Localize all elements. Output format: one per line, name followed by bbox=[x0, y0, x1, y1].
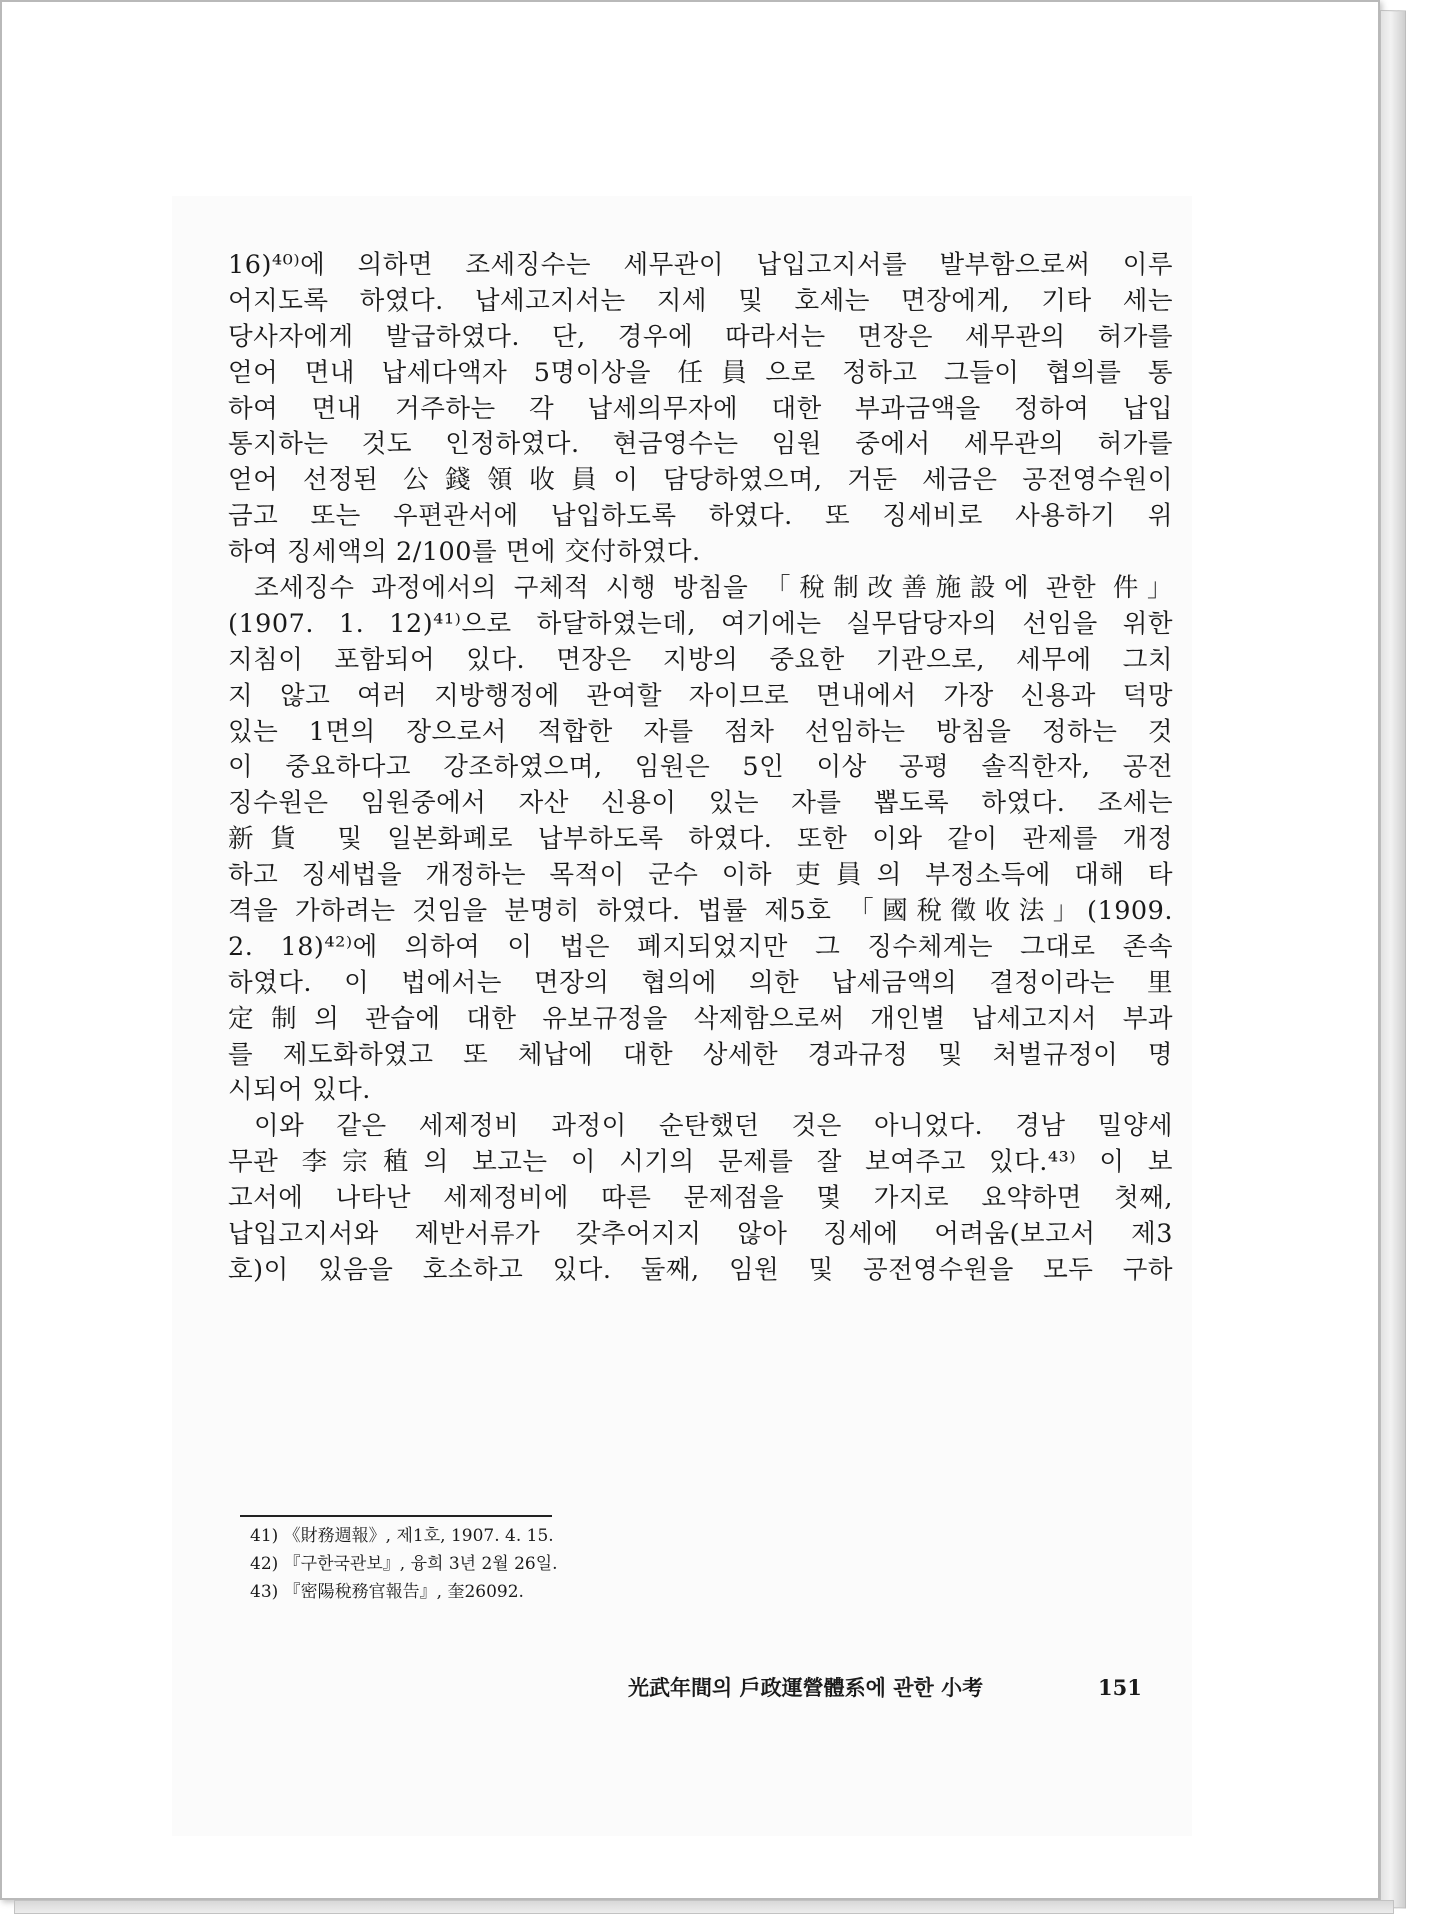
text-line: 얻어 면내 납세다액자 5명이상을 任員으로 정하고 그들이 협의를 통 bbox=[228, 357, 1173, 388]
text-line: 하여 면내 거주하는 각 납세의무자에 대한 부과금액을 정하여 납입 bbox=[228, 393, 1173, 424]
footnote: 41) 《財務週報》, 제1호, 1907. 4. 15. bbox=[250, 1526, 554, 1546]
text-line: 당사자에게 발급하였다. 단, 경우에 따라서는 면장은 세무관의 허가를 bbox=[228, 321, 1173, 352]
text-line: 통지하는 것도 인정하였다. 현금영수는 임원 중에서 세무관의 허가를 bbox=[228, 429, 1173, 460]
text-line: 징수원은 임원중에서 자산 신용이 있는 자를 뽑도록 하였다. 조세는 bbox=[228, 788, 1173, 819]
body-text bbox=[228, 248, 1173, 1289]
text-line: 이 중요하다고 강조하였으며, 임원은 5인 이상 공평 솔직한자, 공전 bbox=[228, 752, 1173, 783]
footnote: 42) 『구한국관보』, 융희 3년 2월 26일. bbox=[250, 1554, 558, 1574]
text-line: 定制의 관습에 대한 유보규정을 삭제함으로써 개인별 납세고지서 부과 bbox=[228, 1003, 1173, 1034]
text-line: 하고 징세법을 개정하는 목적이 군수 이하 吏員의 부정소득에 대해 타 bbox=[228, 860, 1173, 891]
footnote-rule bbox=[240, 1515, 552, 1517]
text-line: 하여 징세액의 2/100를 면에 交付하였다. bbox=[228, 537, 701, 568]
text-line: (1907. 1. 12)⁴¹⁾으로 하달하였는데, 여기에는 실무담당자의 선임을 위한 bbox=[228, 608, 1173, 639]
text-line: 지침이 포함되어 있다. 면장은 지방의 중요한 기관으로, 세무에 그치 bbox=[228, 644, 1173, 675]
footnotes bbox=[250, 1522, 558, 1606]
text-line: 시되어 있다. bbox=[228, 1075, 371, 1106]
page-edge-bottom bbox=[14, 1900, 1394, 1914]
text-line: 를 제도화하였고 또 체납에 대한 상세한 경과규정 및 처벌규정이 명 bbox=[228, 1039, 1173, 1070]
text-line: 지 않고 여러 지방행정에 관여할 자이므로 면내에서 가장 신용과 덕망 bbox=[228, 680, 1173, 711]
text-line: 격을 가하려는 것임을 분명히 하였다. 법률 제5호 「國稅徵收法」(1909. bbox=[228, 896, 1173, 927]
text-line: 이와 같은 세제정비 과정이 순탄했던 것은 아니었다. 경남 밀양세 bbox=[254, 1111, 1173, 1142]
footnote: 43) 『密陽稅務官報告』, 奎26092. bbox=[250, 1582, 524, 1602]
page-number: 151 bbox=[1098, 1675, 1142, 1700]
text-line: 있는 1면의 장으로서 적합한 자를 점차 선임하는 방침을 정하는 것 bbox=[228, 716, 1173, 747]
text-line: 호)이 있음을 호소하고 있다. 둘째, 임원 및 공전영수원을 모두 구하 bbox=[228, 1254, 1173, 1285]
text-line: 2. 18)⁴²⁾에 의하여 이 법은 폐지되었지만 그 징수체계는 그대로 존속 bbox=[228, 931, 1173, 962]
running-title: 光武年間의 戶政運營體系에 관한 小考 bbox=[628, 1675, 984, 1700]
text-line: 조세징수 과정에서의 구체적 시행 방침을 「稅制改善施設에 관한 件」 bbox=[254, 573, 1173, 604]
text-line: 금고 또는 우편관서에 납입하도록 하였다. 또 징세비로 사용하기 위 bbox=[228, 501, 1173, 532]
text-line: 얻어 선정된 公錢領收員이 담당하였으며, 거둔 세금은 공전영수원이 bbox=[228, 465, 1173, 496]
text-line: 하였다. 이 법에서는 면장의 협의에 의한 납세금액의 결정이라는 里 bbox=[228, 967, 1173, 998]
text-line: 어지도록 하였다. 납세고지서는 지세 및 호세는 면장에게, 기타 세는 bbox=[228, 285, 1173, 316]
text-line: 新貨 및 일본화폐로 납부하도록 하였다. 또한 이와 같이 관제를 개정 bbox=[228, 824, 1173, 855]
text-line: 무관 李宗稙의 보고는 이 시기의 문제를 잘 보여주고 있다.⁴³⁾ 이 보 bbox=[228, 1147, 1173, 1178]
text-line: 16)⁴⁰⁾에 의하면 조세징수는 세무관이 납입고지서를 발부함으로써 이루 bbox=[228, 250, 1173, 280]
page-edge-right bbox=[1380, 10, 1406, 1908]
text-line: 고서에 나타난 세제정비에 따른 문제점을 몇 가지로 요약하면 첫째, bbox=[228, 1183, 1173, 1214]
text-line: 납입고지서와 제반서류가 갖추어지지 않아 징세에 어려움(보고서 제3 bbox=[228, 1219, 1173, 1250]
